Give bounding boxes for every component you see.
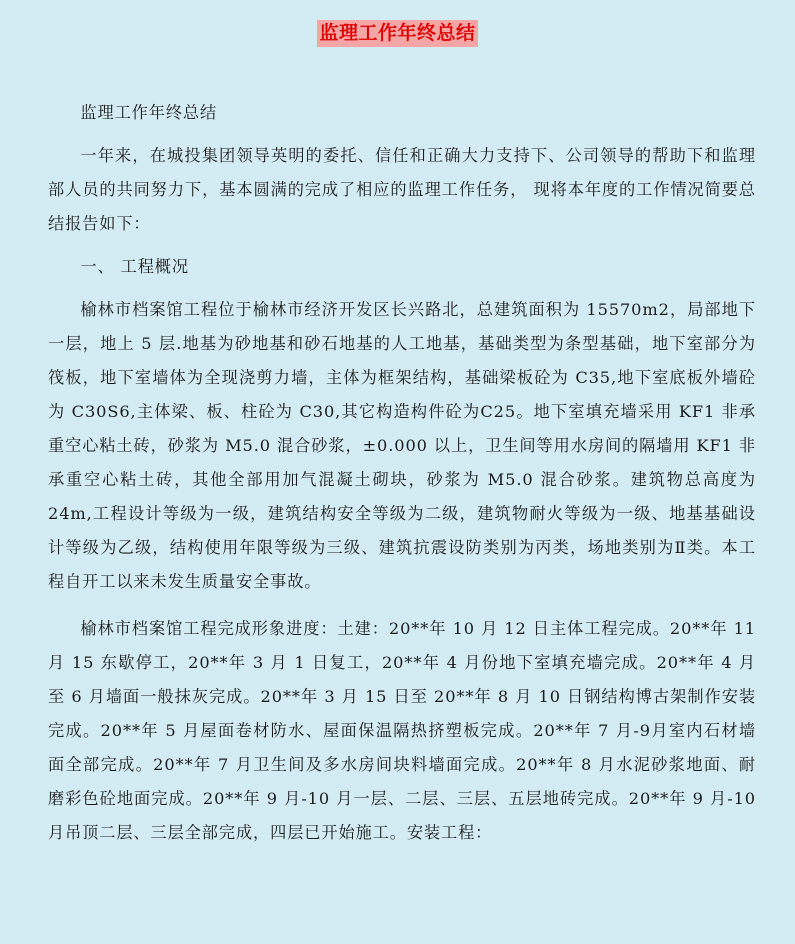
document-body xyxy=(48,96,756,850)
overview-paragraph: 榆林市档案馆工程位于榆林市经济开发区长兴路北，总建筑面积为 15570m2，局部地下一层，地上 5 层.地基为砂地基和砂石地基的人工地基，基础类型为条型基础，地下室部分为筏板，地下室墙体为全现浇剪力墙，主体为框架结构，基础梁板砼为 C35,地下室底板外墙砼为 C30S6,主体梁、板、柱砼为 C30,其它构造构件砼为C25。地下室填充墙采用 KF1 非承重空心粘土砖，砂浆为 M5.0 混合砂浆，±0.000 以上，卫生间等用水房间的隔墙用 KF1 非承重空心粘土砖，其他全部用加气混凝土砌块，砂浆为 M5.0 混合砂浆。建筑物总高度为 24m,工程设计等级为一级，建筑结构安全等级为二级，建筑物耐火等级为一级、地基基础设计等级为乙级，结构使用年限等级为三级、建筑抗震设防类别为丙类，场地类别为Ⅱ类。本工程自开工以来未发生质量安全事故。 xyxy=(48,300,756,591)
title-container xyxy=(0,20,795,47)
progress-paragraph: 榆林市档案馆工程完成形象进度：土建：20**年 10 月 12 日主体工程完成。20**年 11 月 15 东歇停工，20**年 3 月 1 日复工，20**年 4 月份地下室填充墙完成。20**年 4 月至 6 月墙面一般抹灰完成。20**年 3 月 15 日至 20**年 8 月 10 日钢结构博古架制作安装完成。20**年 5 月屋面卷材防水、屋面保温隔热挤塑板完成。20**年 7 月-9月室内石材墙面全部完成。20**年 7 月卫生间及多水房间块料墙面完成。20**年 8 月水泥砂浆地面、耐磨彩色砼地面完成。20**年 9 月-10 月一层、二层、三层、五层地砖完成。20**年 9 月-10 月吊顶二层、三层全部完成，四层已开始施工。安装工程： xyxy=(48,619,756,842)
intro-paragraph: 一年来，在城投集团领导英明的委托、信任和正确大力支持下、公司领导的帮助下和监理部人员的共同努力下，基本圆满的完成了相应的监理工作任务， 现将本年度的工作情况简要总结报告如下： xyxy=(48,146,756,233)
section-heading-overview: 一、 工程概况 xyxy=(80,257,189,276)
document-subtitle: 监理工作年终总结 xyxy=(80,103,218,122)
document-title: 监理工作年终总结 xyxy=(317,20,477,47)
